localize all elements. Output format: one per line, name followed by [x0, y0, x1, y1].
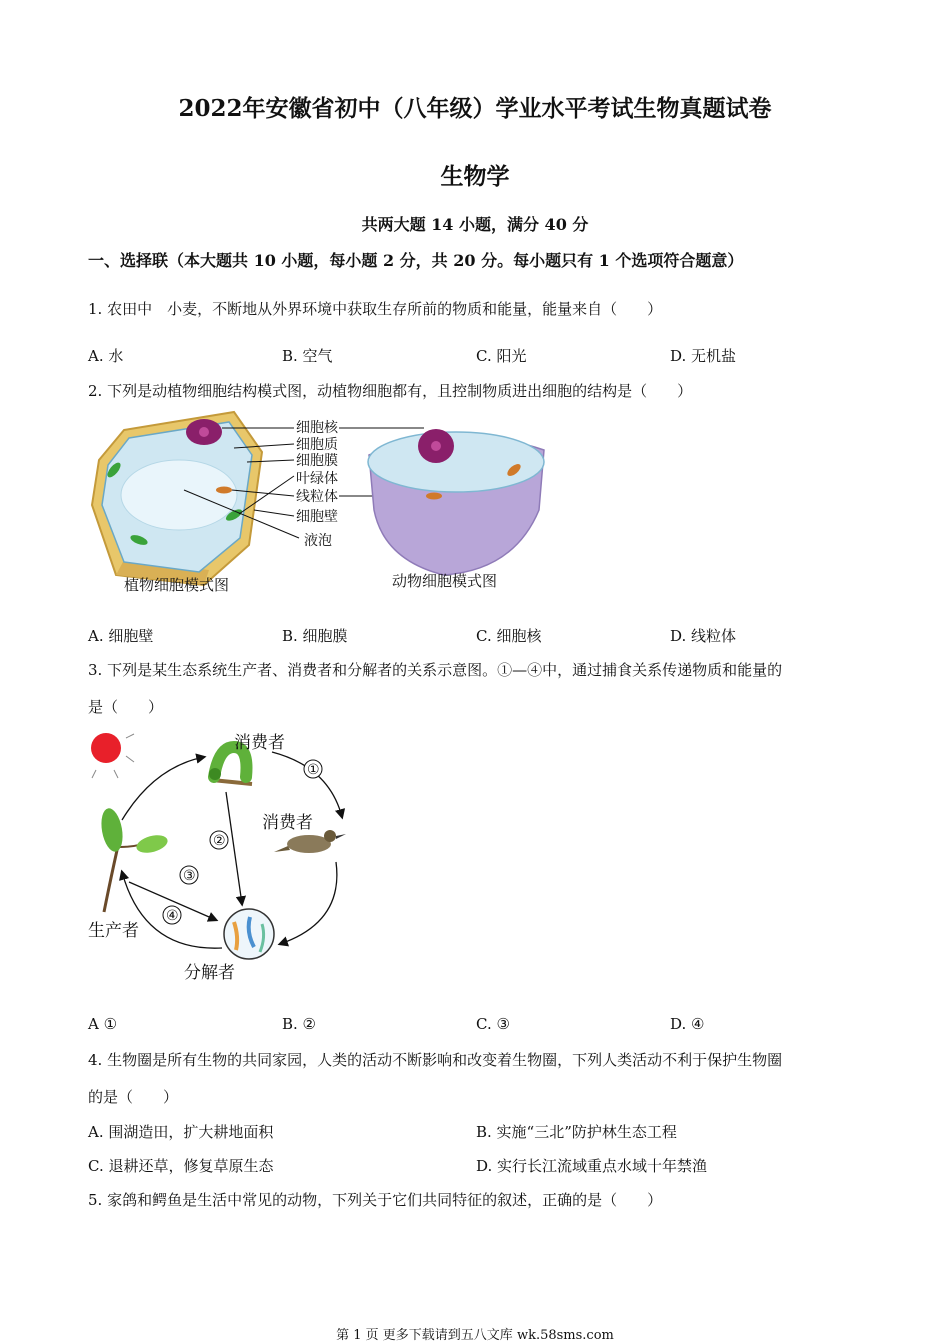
- vacuole: [121, 460, 237, 530]
- question-1: 1. 农田中 小麦，不断地从外界环境中获取生存所前的物质和能量，能量来自（ ）: [88, 300, 663, 318]
- label-chloroplast: 叶绿体: [296, 471, 338, 487]
- q4-option-b: B. 实施“三北”防护林生态工程: [476, 1123, 677, 1141]
- label-consumer-2: 消费者: [262, 813, 313, 833]
- q4-option-d: D. 实行长江流域重点水域十年禁渔: [476, 1157, 708, 1175]
- q3-option-b: B. ②: [282, 1015, 317, 1033]
- cell-diagram: [84, 410, 564, 605]
- exam-subtitle: 生物学: [440, 163, 510, 190]
- marker-3: ③: [183, 868, 196, 884]
- q3-option-c: C. ③: [476, 1015, 510, 1033]
- question-4-line-1: 4. 生物圈是所有生物的共同家园，人类的活动不断影响和改变着生物圈，下列人类活动不利于保护生物圈: [88, 1051, 783, 1069]
- marker-1: ①: [307, 762, 320, 778]
- q2-option-b: B. 细胞膜: [282, 627, 348, 645]
- plant-nucleolus: [199, 427, 209, 437]
- q1-option-d: D. 无机盐: [670, 347, 737, 365]
- label-decomposer: 分解者: [184, 963, 235, 983]
- q2-option-a: A. 细胞壁: [88, 627, 154, 645]
- section-heading: 一、选择联（本大题共 10 小题，每小题 2 分，共 20 分。每小题只有 1 个选项符合题意）: [88, 251, 744, 270]
- marker-2: ②: [213, 833, 226, 849]
- question-4-line-2: 的是（ ）: [88, 1088, 179, 1106]
- q4-option-c: C. 退耕还草，修复草原生态: [88, 1157, 274, 1175]
- label-vacuole: 液泡: [304, 533, 332, 549]
- ecosystem-diagram: [84, 722, 364, 987]
- label-nucleus: 细胞核: [296, 420, 338, 436]
- question-3-line-2: 是（ ）: [88, 698, 164, 716]
- bird-icon: [274, 830, 346, 853]
- label-cytoplasm: 细胞质: [296, 437, 338, 453]
- label-producer: 生产者: [88, 921, 139, 941]
- plant-cell-caption: 植物细胞模式图: [124, 576, 230, 594]
- question-3-line-1: 3. 下列是某生态系统生产者、消费者和分解者的关系示意图。①—④中，通过捕食关系传递物质和能量的: [88, 661, 783, 679]
- q2-option-d: D. 线粒体: [670, 627, 737, 645]
- exam-meta: 共两大题 14 小题，满分 40 分: [361, 215, 589, 234]
- q1-option-a: A. 水: [88, 347, 124, 365]
- label-mitochondrion: 线粒体: [296, 489, 338, 505]
- q2-option-c: C. 细胞核: [476, 627, 542, 645]
- label-consumer-1: 消费者: [234, 733, 285, 753]
- plant-mitochondrion: [216, 487, 232, 494]
- marker-4: ④: [166, 908, 179, 924]
- q4-option-a: A. 围湖造田，扩大耕地面积: [88, 1123, 274, 1141]
- plant-icon: [98, 807, 169, 912]
- question-5: 5. 家鸽和鳄鱼是生活中常见的动物，下列关于它们共同特征的叙述，正确的是（ ）: [88, 1191, 663, 1209]
- q3-option-d: D. ④: [670, 1015, 705, 1033]
- animal-nucleolus: [431, 441, 441, 451]
- animal-mitochondrion-2: [426, 493, 442, 500]
- question-2: 2. 下列是动植物细胞结构模式图，动植物细胞都有，且控制物质进出细胞的结构是（ ）: [88, 382, 693, 400]
- animal-cell-caption: 动物细胞模式图: [392, 572, 498, 590]
- page-footer: 第 1 页 更多下载请到五八文库 wk.58sms.com: [336, 1328, 614, 1343]
- animal-cytoplasm: [368, 432, 544, 492]
- q1-option-c: C. 阳光: [476, 347, 527, 365]
- label-cell-wall: 细胞壁: [296, 509, 338, 525]
- q1-option-b: B. 空气: [282, 347, 333, 365]
- exam-title: 2022年安徽省初中（八年级）学业水平考试生物真题试卷: [178, 95, 772, 122]
- label-membrane: 细胞膜: [296, 453, 338, 469]
- q3-option-a: A ①: [88, 1015, 118, 1033]
- sun-icon: [91, 733, 121, 763]
